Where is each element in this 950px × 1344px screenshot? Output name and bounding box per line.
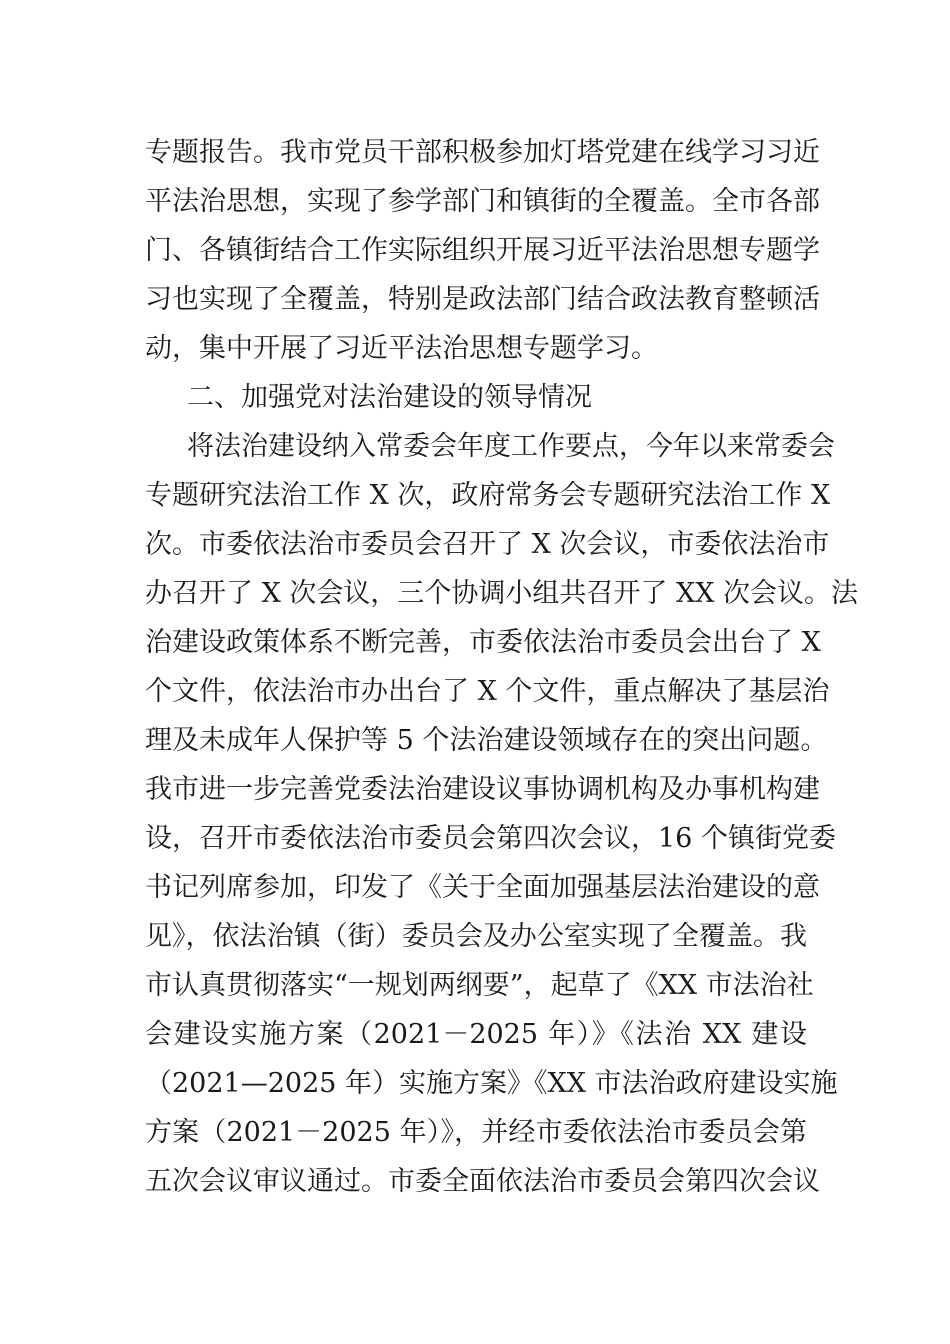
text-line: 动，集中开展了习近平法治思想专题学习。 xyxy=(145,333,658,364)
paragraph-first-line: 将法治建设纳入常委会年度工作要点，今年以来常委会 xyxy=(187,431,835,462)
text-line: 习也实现了全覆盖，特别是政法部门结合政法教育整顿活 xyxy=(145,284,820,315)
text-line: （2021—2025 年）实施方案》《XX 市法治政府建设实施 xyxy=(145,1068,838,1099)
paragraph-first-line: 二、加强党对法治建设的领导情况 xyxy=(187,382,592,413)
text-line: 我市进一步完善党委法治建设议事协调机构及办事机构建 xyxy=(145,774,820,805)
text-line: 平法治思想，实现了参学部门和镇街的全覆盖。全市各部 xyxy=(145,186,820,217)
text-line: 市认真贯彻落实“一规划两纲要”，起草了《XX 市法治社 xyxy=(145,970,814,1001)
text-line: 书记列席参加，印发了《关于全面加强基层法治建设的意 xyxy=(145,872,820,903)
text-line: 专题研究法治工作 X 次，政府常务会专题研究法治工作 X xyxy=(145,480,831,511)
text-line: 治建设政策体系不断完善，市委依法治市委员会出台了 X xyxy=(145,627,821,658)
document-body xyxy=(145,128,858,1206)
text-line: 办召开了 X 次会议，三个协调小组共召开了 XX 次会议。法 xyxy=(145,578,858,609)
text-line: 见》，依法治镇（街）委员会及办公室实现了全覆盖。我 xyxy=(145,921,807,952)
text-line: 五次会议审议通过。市委全面依法治市委员会第四次会议 xyxy=(145,1166,820,1197)
text-line: 设，召开市委依法治市委员会第四次会议，16 个镇街党委 xyxy=(145,823,836,854)
text-line: 会建设实施方案（2021－2025 年）》《法治 XX 建设 xyxy=(145,1019,807,1050)
text-line: 专题报告。我市党员干部积极参加灯塔党建在线学习习近 xyxy=(145,137,820,168)
text-line: 次。市委依法治市委员会召开了 X 次会议，市委依法治市 xyxy=(145,529,830,560)
text-line: 门、各镇街结合工作实际组织开展习近平法治思想专题学 xyxy=(145,235,820,266)
text-line: 方案（2021－2025 年）》，并经市委依法治市委员会第 xyxy=(145,1117,807,1148)
text-line: 理及未成年人保护等 5 个法治建设领域存在的突出问题。 xyxy=(145,725,828,756)
text-line: 个文件，依法治市办出台了 X 个文件，重点解决了基层治 xyxy=(145,676,830,707)
